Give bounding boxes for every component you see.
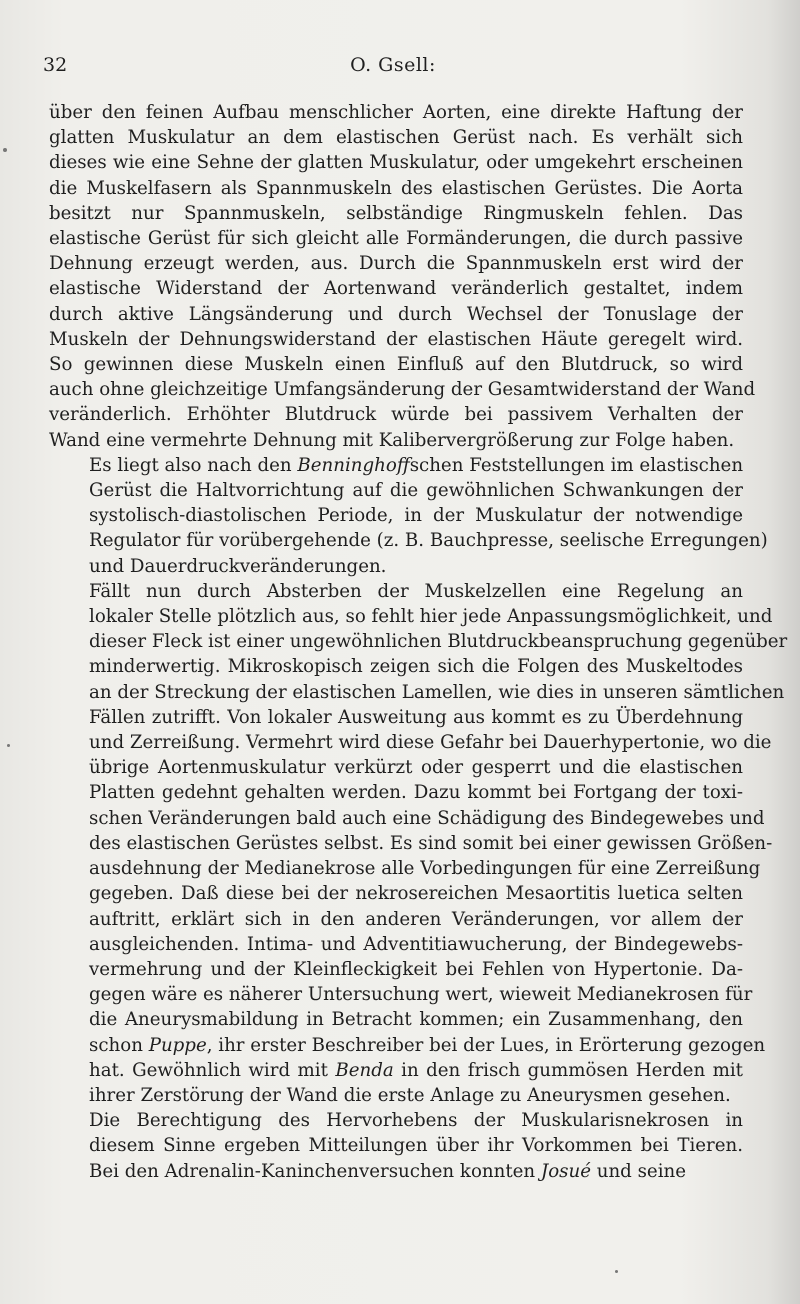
- page-header: [43, 54, 743, 84]
- text-line: Wand eine vermehrte Dehnung mit Kalibervergrößerung zur Folge haben.: [49, 429, 735, 451]
- text-line: Regulator für vorübergehende (z. B. Bauchpresse, seelische Erregungen): [89, 530, 768, 552]
- text-line: auftritt, erklärt sich in den anderen Veränderungen, vor allem der: [89, 908, 743, 930]
- author-name: Josué: [540, 1160, 591, 1182]
- text-line: elastische Gerüst für sich gleicht alle Formänderungen, die durch passive: [49, 228, 743, 250]
- text-line: an der Streckung der elastischen Lamellen, wie dies in unseren sämtlichen: [89, 681, 785, 703]
- text-line: und Dauerdruckveränderungen.: [89, 555, 387, 577]
- text-line: systolisch-diastolischen Periode, in der Muskulatur der notwendige: [89, 505, 743, 527]
- text-line: ausdehnung der Medianekrose alle Vorbedingungen für eine Zerreißung: [89, 858, 761, 880]
- paragraph: [49, 1108, 743, 1184]
- text-line: ihrer Zerstörung der Wand die erste Anlage zu Aneurysmen gesehen.: [89, 1084, 731, 1106]
- text-line: dieser Fleck ist einer ungewöhnlichen Blutdruckbeanspruchung gegenüber: [89, 631, 788, 653]
- text-line: veränderlich. Erhöhter Blutdruck würde bei passivem Verhalten der: [49, 404, 743, 426]
- text-line: des elastischen Gerüstes selbst. Es sind somit bei einer gewissen Größen-: [89, 832, 773, 854]
- text-line: auch ohne gleichzeitige Umfangsänderung der Gesamtwiderstand der Wand: [49, 379, 756, 401]
- text-line: Es liegt also nach den Benninghoffschen Feststellungen im elastischen: [89, 454, 744, 476]
- text-line: vermehrung und der Kleinfleckigkeit bei Fehlen von Hypertonie. Da-: [89, 958, 743, 980]
- text-line: Bei den Adrenalin-Kaninchenversuchen konnten Josué und seine: [89, 1160, 686, 1182]
- paragraph: [49, 100, 756, 453]
- text-line: hat. Gewöhnlich wird mit Benda in den frisch gummösen Herden mit: [89, 1059, 743, 1081]
- page-number: 32: [43, 54, 68, 76]
- text-line: lokaler Stelle plötzlich aus, so fehlt hier jede Anpassungsmöglichkeit, und: [89, 606, 773, 628]
- text-line: Platten gedehnt gehalten werden. Dazu kommt bei Fortgang der toxi-: [89, 782, 743, 804]
- running-head: O. Gsell:: [350, 54, 436, 76]
- body-text: [49, 100, 788, 1184]
- text-line: Muskeln der Dehnungswiderstand der elastischen Häute geregelt wird.: [49, 328, 743, 350]
- text-line: Dehnung erzeugt werden, aus. Durch die Spannmuskeln erst wird der: [49, 253, 743, 275]
- text-line: besitzt nur Spannmuskeln, selbständige Ringmuskeln fehlen. Das: [49, 202, 743, 224]
- text-line: minderwertig. Mikroskopisch zeigen sich die Folgen des Muskeltodes: [89, 656, 743, 678]
- text-line: gegeben. Daß diese bei der nekrosereichen Mesaortitis luetica selten: [89, 883, 743, 905]
- paragraph: [49, 453, 768, 579]
- text-line: Fällt nun durch Absterben der Muskelzellen eine Regelung an: [89, 580, 743, 602]
- text-line: gegen wäre es näherer Untersuchung wert, wieweit Medianekrosen für: [89, 984, 753, 1006]
- text-line: und Zerreißung. Vermehrt wird diese Gefahr bei Dauerhypertonie, wo die: [89, 732, 772, 754]
- text-line: glatten Muskulatur an dem elastischen Gerüst nach. Es verhält sich: [49, 127, 743, 149]
- text-line: durch aktive Längsänderung und durch Wechsel der Tonuslage der: [49, 303, 743, 325]
- text-line: übrige Aortenmuskulatur verkürzt oder gesperrt und die elastischen: [89, 757, 743, 779]
- author-name: Benninghoff: [297, 454, 410, 476]
- text-line: dieses wie eine Sehne der glatten Muskulatur, oder umgekehrt erscheinen: [49, 152, 743, 174]
- scan-speck: [3, 148, 7, 152]
- text-line: Gerüst die Haltvorrichtung auf die gewöhnlichen Schwankungen der: [89, 480, 743, 502]
- scan-speck: [615, 1270, 618, 1273]
- text-line: ausgleichenden. Intima- und Adventitiawucherung, der Bindegewebs-: [89, 933, 743, 955]
- text-line: die Muskelfasern als Spannmuskeln des elastischen Gerüstes. Die Aorta: [49, 177, 743, 199]
- scan-speck: [7, 744, 10, 747]
- text-line: Fällen zutrifft. Von lokaler Ausweitung aus kommt es zu Überdehnung: [89, 706, 743, 728]
- text-line: elastische Widerstand der Aortenwand veränderlich gestaltet, indem: [49, 278, 743, 300]
- text-line: die Aneurysmabildung in Betracht kommen; ein Zusammenhang, den: [89, 1009, 743, 1031]
- text-line: Die Berechtigung des Hervorhebens der Muskularisnekrosen in: [89, 1110, 743, 1132]
- text-line: diesem Sinne ergeben Mitteilungen über ihr Vorkommen bei Tieren.: [89, 1135, 743, 1157]
- paragraph: [49, 579, 788, 1108]
- author-name: Benda: [335, 1059, 394, 1081]
- author-name: Puppe: [148, 1034, 207, 1056]
- text-line: schen Veränderungen bald auch eine Schädigung des Bindegewebes und: [89, 807, 765, 829]
- text-line: So gewinnen diese Muskeln einen Einfluß auf den Blutdruck, so wird: [49, 354, 743, 376]
- text-line: schon Puppe, ihr erster Beschreiber bei der Lues, in Erörterung gezogen: [89, 1034, 766, 1056]
- text-line: über den feinen Aufbau menschlicher Aorten, eine direkte Haftung der: [49, 102, 743, 123]
